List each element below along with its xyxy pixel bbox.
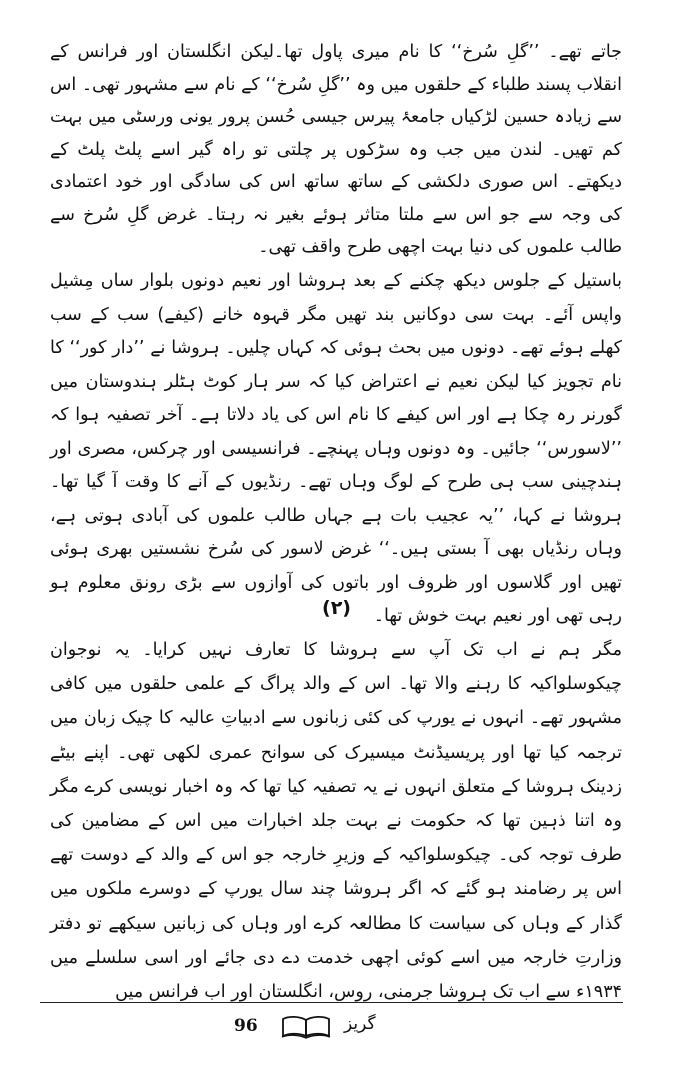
page-footer xyxy=(0,1012,673,1044)
body-paragraph: جاتے تھے۔ ’’گلِ سُرخ‘‘ کا نام میری پاول تھا۔لیکن انگلستان اور فرانس کے انقلاب پسند طلباء کے حلقوں میں وہ ’’گلِ سُرخ‘‘ کے نام سے مشہور تھی۔ اس سے زیادہ حسین لڑکیاں جامعۂ پیرس جیسی حُسن پرور یونی ورسٹی میں بہت کم تھیں۔ لندن میں جب وہ سڑکوں پر چلتی تو راہ گیر اسے پلٹ پلٹ کے دیکھتے۔ اس صوری دلکشی کے ساتھ ساتھ اس کی سادگی اور خود اعتمادی کی وجہ سے جو اس سے ملتا متاثر ہوئے بغیر نہ رہتا۔ غرض گلِ سُرخ سے طالب علموں کی دنیا بہت اچھی طرح واقف تھی۔ xyxy=(50,42,622,257)
open-book-icon xyxy=(281,1015,331,1039)
body-paragraph: باستیل کے جلوس دیکھ چکنے کے بعد ہروشا اور نعیم دونوں بلوار ساں مِشیل واپس آئے۔ بہت سی دوکانیں بند تھیں مگر قہوہ خانے (کیفے) سب کے سب کھلے ہوئے تھے۔ دونوں میں بحث ہوئی کہ کہاں چلیں۔ ہروشا نے ’’دار کور‘‘ کا نام تجویز کیا لیکن نعیم نے اعتراض کیا کہ سر ہار کوٹ ہٹلر ہندوستان میں گورنر رہ چکا ہے اور اس کیفے کا نام اس کی یاد دلاتا ہے۔ آخر تصفیہ ہوا کہ ’’لاسورس‘‘ جائیں۔ وہ دونوں وہاں پہنچے۔ فرانسیسی اور چرکس، مصری اور ہندچینی سب ہی طرح کے لوگ وہاں تھے۔ رنڈیوں کے آنے کا وقت آ گیا تھا۔ ہروشا نے کہا، ’’یہ عجیب بات ہے جہاں طالب علموں کی آبادی ہوتی ہے، وہاں رنڈیاں بھی آ بستی ہیں۔‘‘ غرض لاسور کی سُرخ نشستیں بھری ہوئی تھیں اور گلاسوں اور ظروف اور باتوں کی آوازوں سے بڑی رونق معلوم ہو رہی تھی اور نعیم بہت خوش تھا۔ xyxy=(50,271,622,626)
page-number: 96 xyxy=(234,1016,258,1036)
body-paragraph: مگر ہم نے اب تک آپ سے ہروشا کا تعارف نہیں کرایا۔ یہ نوجوان چیکوسلواکیہ کا رہنے والا تھا۔ اس کے والد پراگ کے علمی حلقوں میں کافی مشہور تھے۔ انہوں نے یورپ کی کئی زبانوں سے ادبیاتِ عالیہ کا چیک زبان میں ترجمہ کیا تھا اور پریسیڈنٹ میسیرک کی سوانح عمری لکھی تھی۔ اپنے بیٹے زدینک ہروشا کے متعلق انہوں نے یہ تصفیہ کیا تھا کہ وہ اخبار نویسی کرے مگر وہ اتنا ذہین تھا کہ حکومت نے بہت جلد اخبارات میں اس کے مضامین کی طرف توجہ کی۔ چیکوسلواکیہ کے وزیرِ خارجہ جو اس کے والد کے دوست تھے اس پر رضامند ہو گئے کہ اگر ہروشا چند سال یورپ کے دوسرے ملکوں میں گذار کے وہاں کی سیاست کا مطالعہ کرے اور وہاں کی زبانیں سیکھے تو دفتر وزارتِ خارجہ میں اسے کوئی اچھی خدمت دے دی جائے اور اسی سلسلے میں ۱۹۳۴ء سے اب تک ہروشا جرمنی، روس، انگلستان اور اب فرانس میں xyxy=(50,640,622,1003)
footer-divider xyxy=(40,1002,623,1003)
section-number: (۲) xyxy=(322,597,351,619)
book-title: گریز xyxy=(344,1014,376,1034)
